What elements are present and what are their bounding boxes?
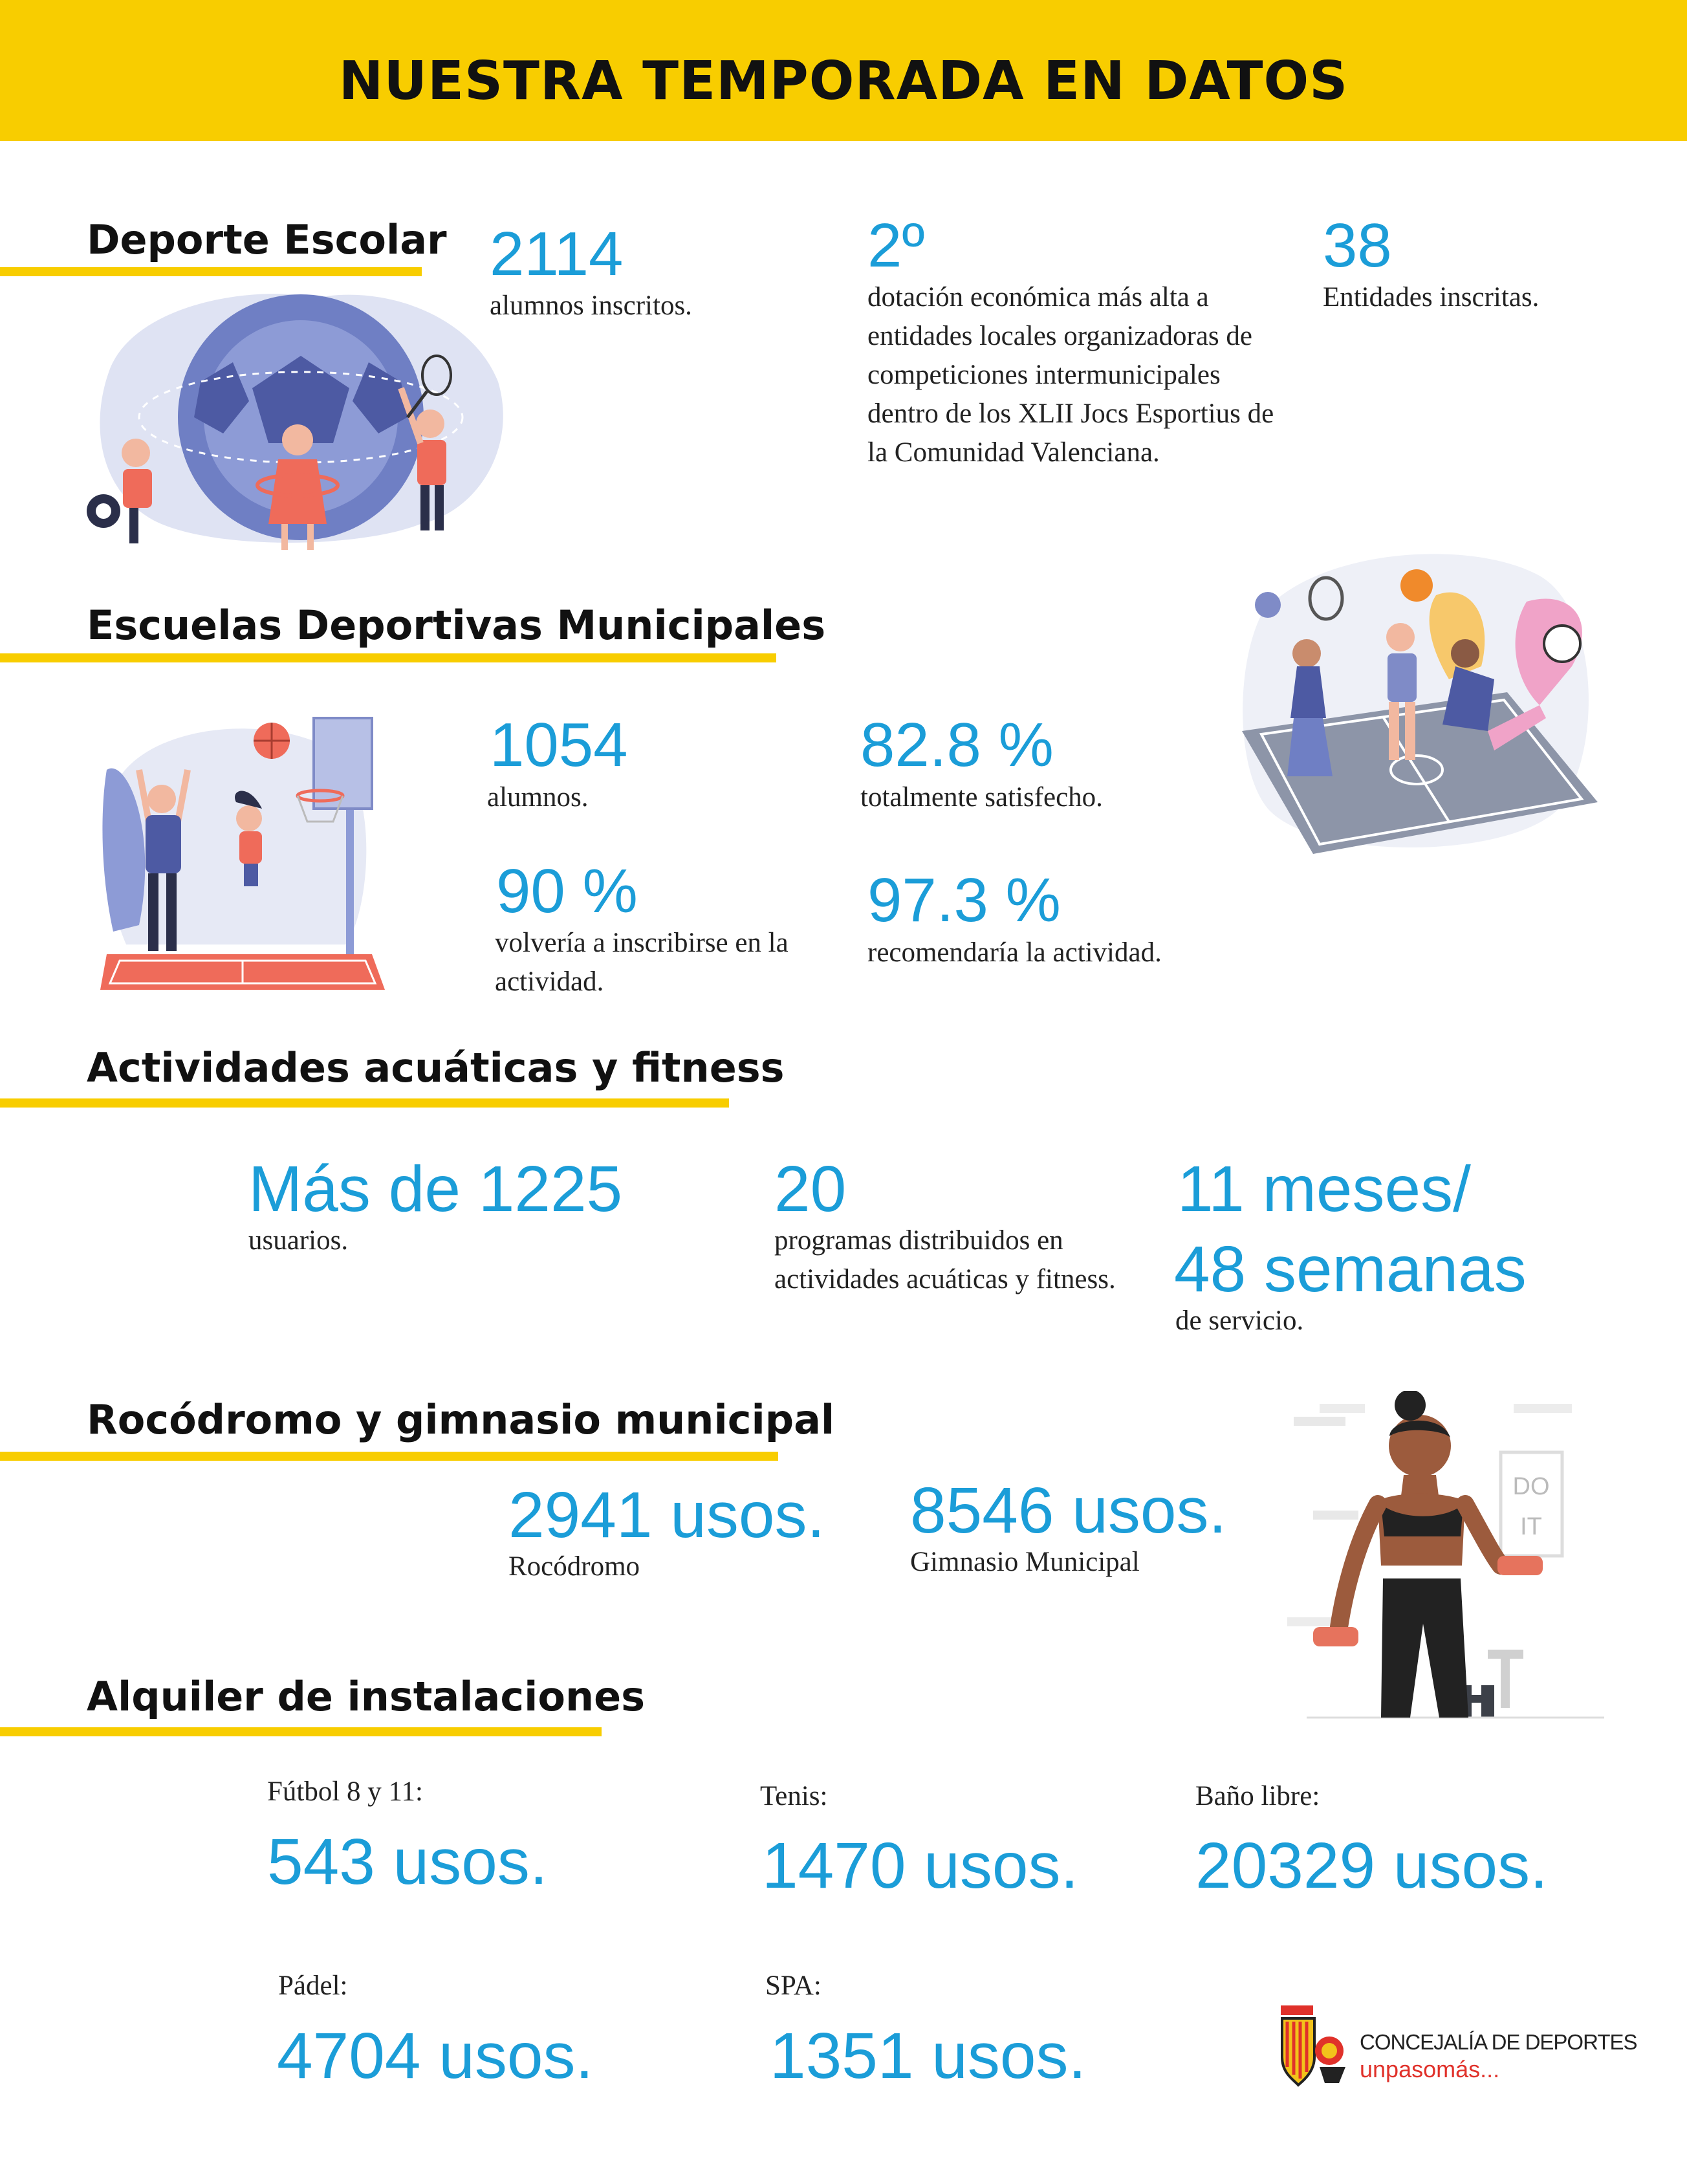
facility-label: Fútbol 8 y 11: [267,1776,423,1807]
stat-desc: volvería a inscribirse en la actividad. [495,928,789,997]
school-sports-illustration [84,278,517,563]
facility-label: SPA: [765,1971,822,2001]
stat-value: 90 % [496,857,638,926]
facility-value: 4704 usos. [277,2020,594,2092]
section-underline [0,653,776,662]
stat-value: 38 [1323,211,1392,280]
orihuela-crest-logo [1274,2002,1355,2090]
stat-desc: Gimnasio Municipal [910,1547,1140,1577]
section-title-acuaticas: Actividades acuáticas y fitness [87,1044,785,1091]
logo-tagline: unpasomás... [1360,2056,1500,2082]
stat-value: 2º [867,211,925,280]
page-title: NUESTRA TEMPORADA EN DATOS [338,50,1349,112]
section-title-deporte-escolar: Deporte Escolar [87,216,447,263]
stat-value-line2: 48 semanas [1174,1233,1527,1305]
section-underline [0,1452,778,1461]
stat-value: 2941 usos. [508,1479,825,1551]
stat-desc: Entidades inscritas. [1323,282,1540,312]
stat-value: 2114 [490,219,624,289]
team-sports-illustration [1235,537,1604,867]
poster-text-do: DO [1512,1473,1550,1500]
stat-desc: usuarios. [248,1225,349,1256]
section-underline [0,1098,729,1108]
stat-desc: dotación económica más alta a entidades locales organizadoras de competiciones intermunicipales dentro de los XLII Jocs Esportius de la Comunidad Valenciana. [867,282,1274,468]
gym-woman-illustration [1287,1391,1611,1721]
facility-label: Pádel: [278,1971,348,2001]
facility-value: 20329 usos. [1195,1829,1548,1902]
stat-value: Más de 1225 [248,1153,623,1225]
section-underline [0,1727,602,1736]
facility-label: Baño libre: [1195,1781,1320,1811]
facility-value: 543 usos. [267,1826,548,1898]
stat-value: 97.3 % [867,866,1061,935]
stat-value: 82.8 % [860,710,1054,780]
stat-desc: alumnos. [487,782,589,813]
stat-value: 1054 [490,710,628,780]
poster-text-it: IT [1520,1513,1542,1540]
section-title-escuelas: Escuelas Deportivas Municipales [87,602,826,649]
logo-text: CONCEJALÍA DE DEPORTES [1360,2030,1637,2054]
basketball-illustration [100,712,398,996]
stat-value-line1: 11 meses/ [1177,1153,1471,1225]
section-underline [0,267,422,276]
section-title-alquiler: Alquiler de instalaciones [87,1673,646,1720]
stat-desc: Rocódromo [508,1551,640,1582]
stat-desc: de servicio. [1175,1305,1304,1336]
stat-desc: totalmente satisfecho. [860,782,1103,813]
stat-desc: programas distribuidos en actividades acuáticas y fitness. [774,1225,1116,1294]
section-title-rocodromo: Rocódromo y gimnasio municipal [87,1396,835,1443]
facility-label: Tenis: [760,1781,828,1811]
facility-value: 1470 usos. [762,1829,1079,1902]
stat-desc: recomendaría la actividad. [867,937,1162,968]
facility-value: 1351 usos. [770,2020,1087,2092]
stat-desc: alumnos inscritos. [490,290,692,321]
stat-value: 20 [774,1153,847,1225]
stat-value: 8546 usos. [910,1474,1227,1547]
